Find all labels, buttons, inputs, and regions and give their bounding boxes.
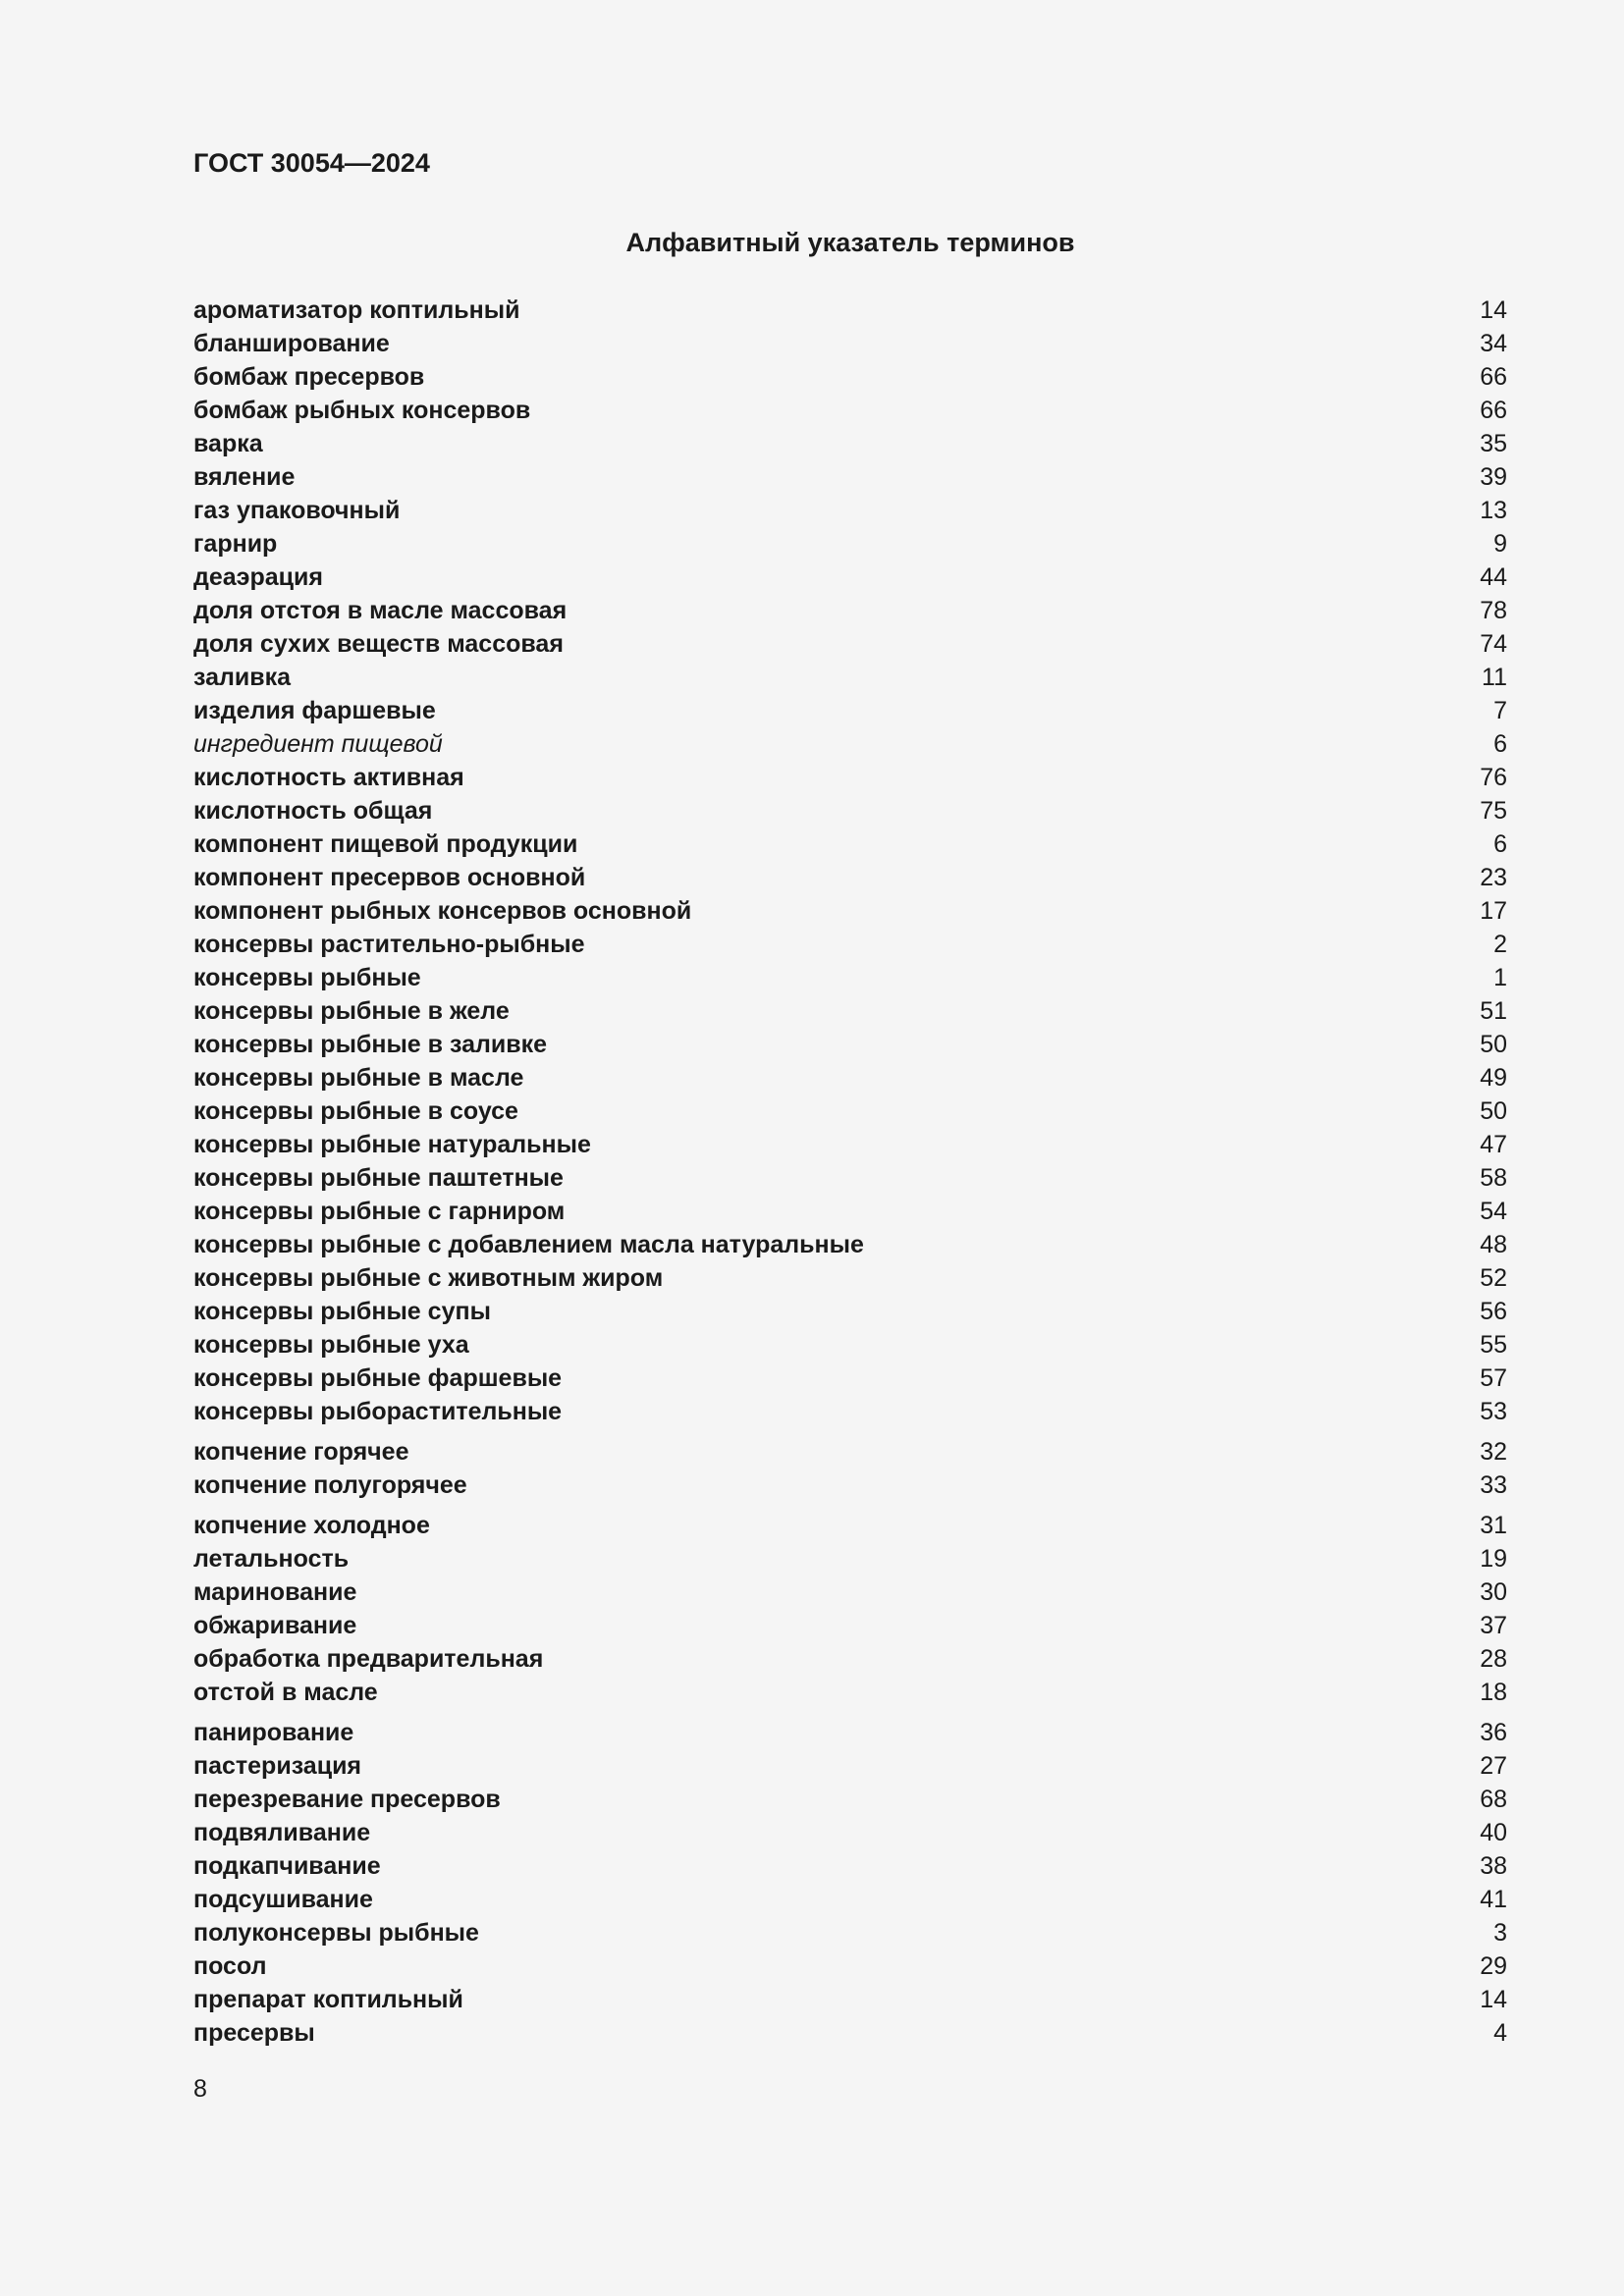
index-entry [193,327,1507,360]
index-entry [193,2016,1507,2050]
index-term: пастеризация [193,1751,362,1780]
index-term: консервы рыбные [193,963,421,991]
index-term-number: 50 [1480,1030,1507,1058]
index-term-number: 17 [1480,896,1507,925]
index-entry [193,561,1507,594]
index-term: панирование [193,1718,354,1746]
index-term-number: 30 [1480,1577,1507,1606]
index-entry [193,861,1507,894]
index-entry [193,727,1507,761]
index-term: консервы рыбные с животным жиром [193,1263,664,1292]
index-term: варка [193,429,263,457]
index-term-number: 38 [1480,1851,1507,1880]
index-term-number: 13 [1480,496,1507,524]
index-entry [193,1161,1507,1195]
index-term-number: 31 [1480,1511,1507,1539]
index-entry [193,994,1507,1028]
index-entry [193,1949,1507,1983]
index-term-number: 68 [1480,1785,1507,1813]
index-entry [193,1468,1507,1502]
index-entry [193,1228,1507,1261]
index-term-number: 9 [1493,529,1507,558]
index-entry [193,1435,1507,1468]
index-term-number: 32 [1480,1437,1507,1466]
index-term-number: 23 [1480,863,1507,891]
index-entry [193,894,1507,928]
index-entry [193,460,1507,494]
index-term-number: 55 [1480,1330,1507,1359]
index-term-number: 6 [1493,829,1507,858]
index-term: компонент рыбных консервов основной [193,896,692,925]
index-entry [193,961,1507,994]
index-term: подвяливание [193,1818,371,1846]
index-term: отстой в масле [193,1678,378,1706]
index-entry [193,761,1507,794]
index-term-number: 7 [1493,696,1507,724]
index-entry [193,1783,1507,1816]
index-term-number: 48 [1480,1230,1507,1258]
index-term-number: 3 [1493,1918,1507,1947]
index-entry [193,1816,1507,1849]
index-term: гарнир [193,529,278,558]
index-term: подсушивание [193,1885,373,1913]
index-term: доля отстоя в масле массовая [193,596,568,624]
index-term: консервы рыбные уха [193,1330,469,1359]
index-entry [193,1061,1507,1095]
index-term: кислотность общая [193,796,433,825]
index-entry [193,1295,1507,1328]
index-term-number: 40 [1480,1818,1507,1846]
index-entry [193,1676,1507,1709]
index-entry [193,394,1507,427]
index-term-number: 14 [1480,1985,1507,2013]
index-term-number: 56 [1480,1297,1507,1325]
index-term-number: 57 [1480,1363,1507,1392]
index-term: компонент пищевой продукции [193,829,578,858]
index-term-number: 27 [1480,1751,1507,1780]
index-term-number: 36 [1480,1718,1507,1746]
index-term: маринование [193,1577,357,1606]
index-term-number: 14 [1480,295,1507,324]
index-term: полуконсервы рыбные [193,1918,479,1947]
index-term: консервы рыбные супы [193,1297,491,1325]
index-term: ароматизатор коптильный [193,295,520,324]
index-term: обжаривание [193,1611,357,1639]
index-term-number: 4 [1493,2018,1507,2047]
index-entry [193,1642,1507,1676]
index-entry [193,1362,1507,1395]
index-term: пресервы [193,2018,315,2047]
index-entry [193,1128,1507,1161]
index-entry [193,1883,1507,1916]
index-term: посол [193,1951,267,1980]
index-term: копчение полугорячее [193,1470,467,1499]
index-term-number: 33 [1480,1470,1507,1499]
index-term: вяление [193,462,296,491]
index-term: заливка [193,663,292,691]
index-term: перезревание пресервов [193,1785,501,1813]
index-term: компонент пресервов основной [193,863,586,891]
index-term-number: 19 [1480,1544,1507,1573]
index-entry [193,1575,1507,1609]
index-term-number: 66 [1480,362,1507,391]
index-entry [193,794,1507,828]
index-term: кислотность активная [193,763,464,791]
index-entry [193,1716,1507,1749]
index-entry [193,661,1507,694]
index-term-number: 29 [1480,1951,1507,1980]
index-term: консервы рыбные в соусе [193,1096,518,1125]
index-term-number: 75 [1480,796,1507,825]
index-term-number: 50 [1480,1096,1507,1125]
index-term: ингредиент пищевой [193,729,443,758]
index-term: консервы растительно-рыбные [193,930,585,958]
index-term-number: 52 [1480,1263,1507,1292]
index-term: копчение горячее [193,1437,409,1466]
index-entry [193,294,1507,327]
index-term-number: 34 [1480,329,1507,357]
index-entry [193,1542,1507,1575]
index-entry [193,1328,1507,1362]
index-term-number: 11 [1482,663,1507,691]
index-term-number: 54 [1480,1197,1507,1225]
index-entry [193,1916,1507,1949]
index-term: консервы рыборастительные [193,1397,563,1425]
index-term-number: 35 [1480,429,1507,457]
index-term: консервы рыбные в заливке [193,1030,548,1058]
index-entry [193,427,1507,460]
index-term-number: 41 [1480,1885,1507,1913]
index-term: доля сухих веществ массовая [193,629,564,658]
index-term-number: 44 [1480,562,1507,591]
index-entry [193,694,1507,727]
index-term: бомбаж рыбных консервов [193,396,531,424]
index-entry [193,1509,1507,1542]
index-term-number: 28 [1480,1644,1507,1673]
index-term: препарат коптильный [193,1985,463,2013]
index-term-number: 58 [1480,1163,1507,1192]
index-term: бланширование [193,329,390,357]
index-term: изделия фаршевые [193,696,436,724]
document-header: ГОСТ 30054—2024 [193,148,430,178]
index-term-number: 51 [1480,996,1507,1025]
index-entry [193,627,1507,661]
index-entry [193,1095,1507,1128]
index-term: бомбаж пресервов [193,362,425,391]
index-entry [193,928,1507,961]
index-term-number: 6 [1493,729,1507,758]
index-term-number: 76 [1480,763,1507,791]
index-entry [193,828,1507,861]
index-entry [193,1983,1507,2016]
index-title: Алфавитный указатель терминов [625,228,1075,257]
term-index-list [193,294,1507,2050]
index-term: консервы рыбные с добавлением масла натуральные [193,1230,864,1258]
index-entry [193,1749,1507,1783]
index-entry [193,1195,1507,1228]
index-entry [193,1261,1507,1295]
index-entry [193,527,1507,561]
index-entry [193,594,1507,627]
index-entry [193,360,1507,394]
page-number: 8 [193,2075,207,2103]
index-term: деаэрация [193,562,323,591]
index-entry [193,1849,1507,1883]
index-term-number: 47 [1480,1130,1507,1158]
index-term: консервы рыбные в желе [193,996,510,1025]
index-term: копчение холодное [193,1511,430,1539]
index-term-number: 53 [1480,1397,1507,1425]
index-term: консервы рыбные с гарниром [193,1197,566,1225]
index-entry [193,1609,1507,1642]
index-term: подкапчивание [193,1851,381,1880]
index-term: консервы рыбные паштетные [193,1163,564,1192]
index-term-number: 37 [1480,1611,1507,1639]
index-term: летальность [193,1544,350,1573]
index-term: обработка предварительная [193,1644,544,1673]
index-term-number: 78 [1480,596,1507,624]
index-term-number: 74 [1480,629,1507,658]
index-entry [193,494,1507,527]
index-term-number: 39 [1480,462,1507,491]
index-term-number: 1 [1493,963,1507,991]
index-term-number: 49 [1480,1063,1507,1092]
index-term-number: 66 [1480,396,1507,424]
index-term: консервы рыбные натуральные [193,1130,591,1158]
index-entry [193,1395,1507,1428]
index-term: консервы рыбные фаршевые [193,1363,563,1392]
index-term: консервы рыбные в масле [193,1063,524,1092]
index-term-number: 2 [1493,930,1507,958]
index-term-number: 18 [1480,1678,1507,1706]
index-term: газ упаковочный [193,496,401,524]
index-entry [193,1028,1507,1061]
